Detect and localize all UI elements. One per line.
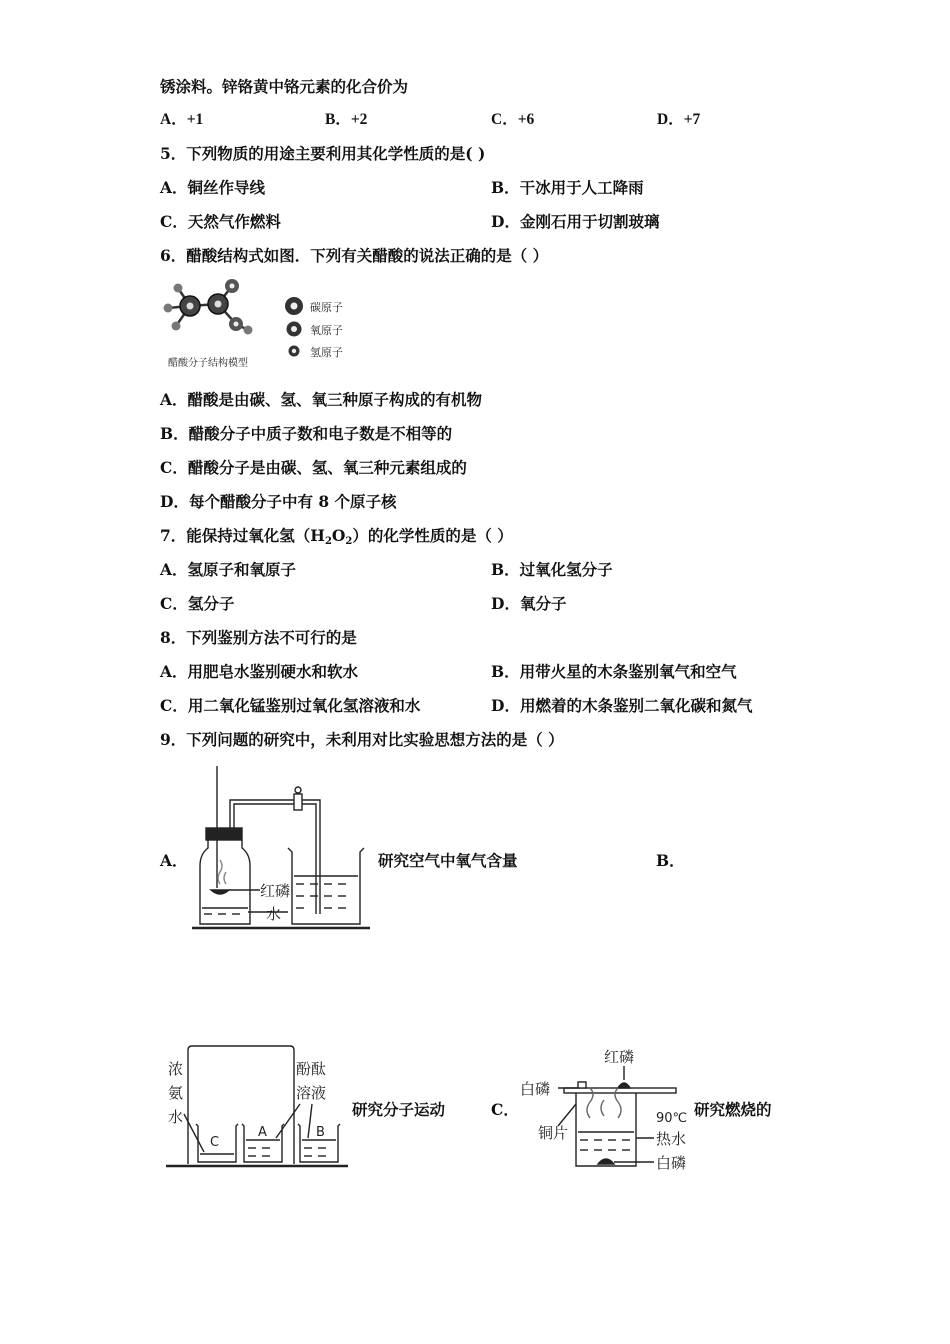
label-red-phosphorus: 红磷 [260, 882, 291, 900]
figure-oxygen-content-apparatus [192, 766, 372, 934]
legend-hydrogen: 氢原子 [310, 346, 343, 359]
q6-option-b[interactable]: B．醋酸分子中质子数和电子数是不相等的 [160, 424, 453, 443]
label-red-phosphorus-c: 红磷 [604, 1048, 635, 1066]
q8-option-b[interactable]: B．用带火星的木条鉴别氧气和空气 [491, 662, 737, 681]
q4-option-c[interactable]: C．+6 [491, 111, 535, 128]
label-temperature: 90℃ [656, 1111, 688, 1126]
legend-oxygen: 氧原子 [310, 324, 343, 337]
model-caption: 醋酸分子结构模型 [168, 358, 248, 369]
q9-option-a-letter[interactable]: A． [160, 851, 188, 870]
q7-stem: 7．能保持过氧化氢$(H_2O_2)$的化学性质的是（ ） [160, 526, 513, 547]
label-beaker-c: C [210, 1135, 220, 1150]
label-phenolphthalein: 酚酞 [296, 1060, 327, 1078]
acetic-acid-model-figure [158, 280, 368, 370]
hydrogen-atom [244, 326, 253, 335]
legend-carbon: 碳原子 [310, 301, 343, 314]
q5-stem: 5．下列物质的用途主要利用其化学性质的是( ) [160, 144, 486, 163]
q8-option-d[interactable]: D．用燃着的木条鉴别二氧化碳和氮气 [491, 696, 753, 715]
label-ammonia: 氨 [168, 1084, 184, 1102]
q5-option-c[interactable]: C．天然气作燃料 [160, 212, 281, 231]
hydrogen-atom [164, 304, 173, 313]
q5-option-a[interactable]: A．铜丝作导线 [160, 178, 266, 197]
label-concentrated: 浓 [168, 1060, 184, 1078]
label-copper-plate: 铜片 [538, 1124, 569, 1142]
q4-option-b[interactable]: B．+2 [325, 111, 368, 128]
q5-option-b[interactable]: B．干冰用于人工降雨 [491, 178, 644, 197]
q6-stem: 6．醋酸结构式如图．下列有关醋酸的说法正确的是（ ） [160, 246, 549, 265]
label-beaker-b: B [316, 1125, 325, 1140]
label-solution: 溶液 [296, 1084, 327, 1102]
q4-stem-tail: 锈涂料。锌铬黄中铬元素的化合价为 [160, 77, 409, 96]
q7-option-d[interactable]: D．氧分子 [491, 594, 567, 613]
q8-option-a[interactable]: A．用肥皂水鉴别硬水和软水 [160, 662, 359, 681]
label-hot-water: 热水 [656, 1130, 687, 1148]
q9-option-c-letter[interactable]: C． [491, 1100, 519, 1119]
label-water-b: 水 [168, 1108, 184, 1126]
q7-option-b[interactable]: B．过氧化氢分子 [491, 560, 613, 579]
q6-option-d[interactable]: D．每个醋酸分子中有 8 个原子核 [160, 492, 397, 511]
q7-option-c[interactable]: C．氢分子 [160, 594, 235, 613]
q5-option-d[interactable]: D．金刚石用于切割玻璃 [491, 212, 660, 231]
hydrogen-atom [174, 284, 183, 293]
q7-option-a[interactable]: A．氢原子和氧原子 [160, 560, 297, 579]
label-white-phosphorus-top: 白磷 [520, 1080, 551, 1098]
q9-option-b-text: 研究分子运动 [352, 1100, 446, 1119]
q9-option-c-text: 研究燃烧的 [694, 1100, 772, 1119]
q9-option-a-text: 研究空气中氧气含量 [378, 851, 518, 870]
label-beaker-a: A [258, 1125, 267, 1140]
q6-option-a[interactable]: A．醋酸是由碳、氢、氧三种原子构成的有机物 [160, 390, 483, 409]
q8-option-c[interactable]: C．用二氧化锰鉴别过氧化氢溶液和水 [160, 696, 421, 715]
label-water: 水 [266, 905, 282, 923]
q4-option-a[interactable]: A．+1 [160, 111, 204, 128]
hydrogen-atom [172, 322, 181, 331]
figure-combustion-apparatus [518, 1046, 698, 1176]
label-white-phosphorus-bottom: 白磷 [656, 1154, 687, 1172]
figure-molecular-motion-apparatus [164, 1044, 354, 1170]
q6-option-c[interactable]: C．醋酸分子是由碳、氢、氧三种元素组成的 [160, 458, 467, 477]
q9-option-b-letter[interactable]: B． [656, 851, 685, 870]
q8-stem: 8．下列鉴别方法不可行的是 [160, 628, 357, 647]
q4-option-d[interactable]: D．+7 [657, 111, 701, 128]
q9-stem: 9．下列问题的研究中，未利用对比实验思想方法的是（ ） [160, 730, 564, 749]
